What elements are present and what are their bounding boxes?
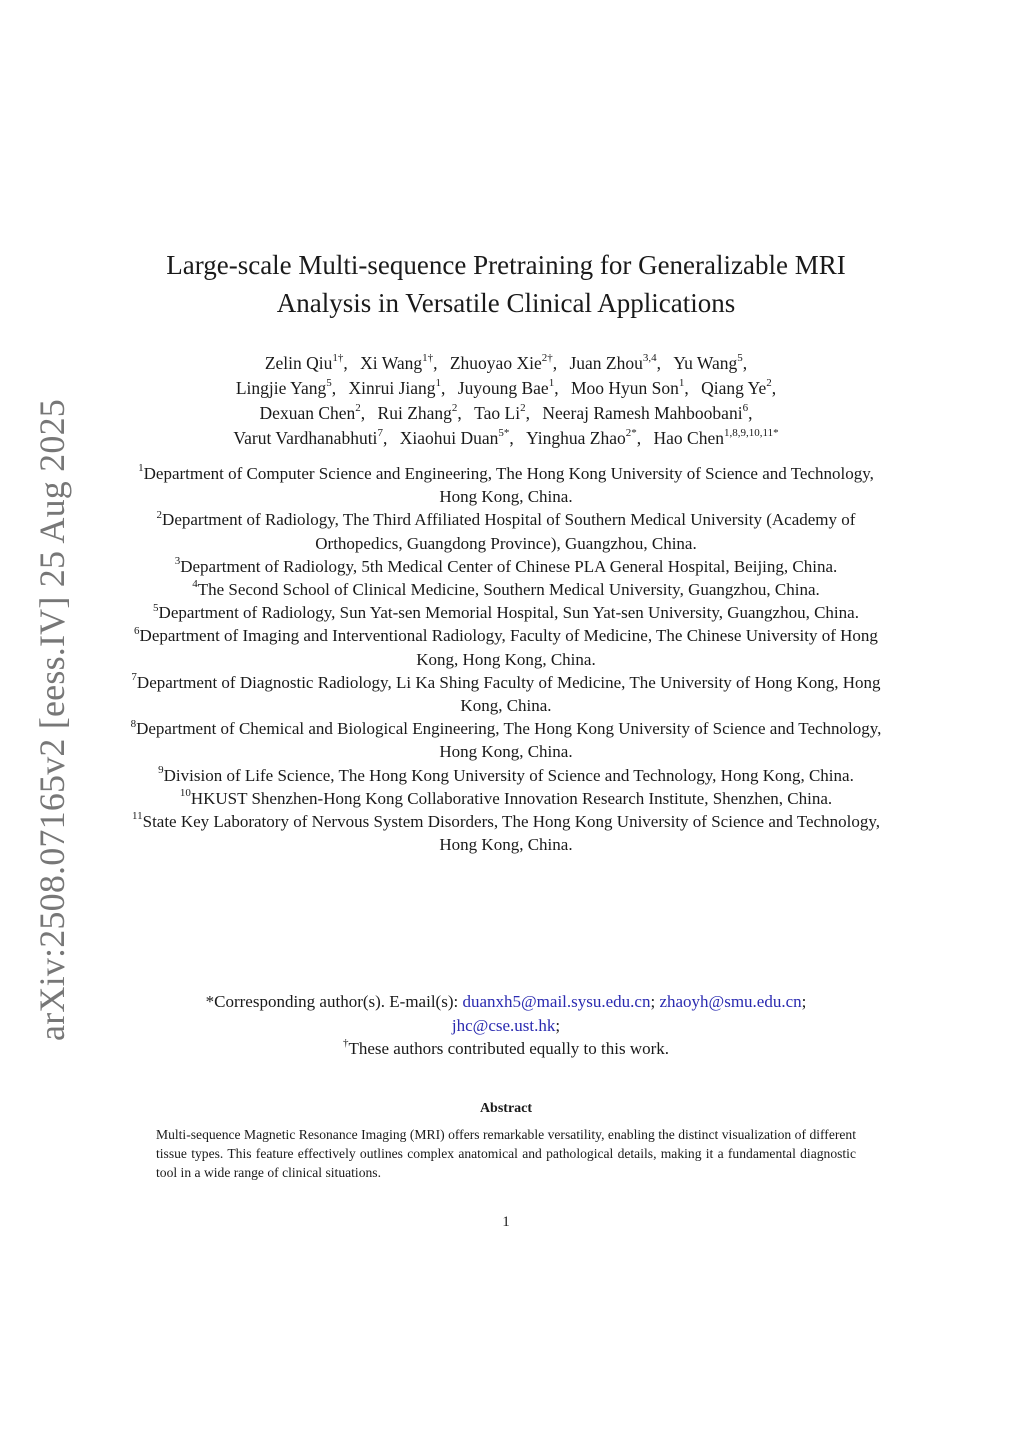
author: Zhuoyao Xie$^{2\dagger}$,: [449, 352, 558, 373]
affiliation: $^7$Department of Diagnostic Radiology, Li Ka Shing Faculty of Medicine, The University of Hong Kong, Hong Kong, China.: [131, 671, 881, 716]
corresponding-label: *Corresponding author(s). E-mail(s):: [205, 992, 463, 1011]
email-link-chen[interactable]: jhc@cse.ust.hk: [451, 1015, 556, 1035]
equal-contribution-note: †These authors contributed equally to this work.: [342, 1037, 670, 1058]
dagger-symbol: †: [342, 1037, 349, 1050]
affiliation: $^3$Department of Radiology, 5th Medical Center of Chinese PLA General Hospital, Beijing, China.: [174, 555, 838, 576]
author: Xinrui Jiang$^1$,: [348, 377, 446, 398]
author: Juan Zhou$^{3,4}$,: [569, 352, 661, 373]
author: Juyoung Bae$^1$,: [457, 377, 559, 398]
author: Moo Hyun Son$^1$,: [570, 377, 689, 398]
correspondence-block: [130, 990, 882, 1061]
affiliation: $^{11}$State Key Laboratory of Nervous System Disorders, The Hong Kong University of Science and Technology, Hong Kong, China.: [132, 810, 880, 855]
author-list: [130, 351, 882, 451]
affiliation: $^8$Department of Chemical and Biological Engineering, The Hong Kong University of Science and Technology, Hong Kong, China.: [130, 717, 882, 762]
corresponding-authors-line: *Corresponding author(s). E-mail(s): duanxh5@mail.sysu.edu.cn; zhaoyh@smu.edu.cn;: [205, 992, 807, 1011]
author: Dexuan Chen$^2$,: [259, 402, 366, 423]
author: Lingjie Yang$^5$,: [235, 377, 337, 398]
affiliation: $^1$Department of Computer Science and Engineering, The Hong Kong University of Science and Technology, Hong Kong, China.: [138, 462, 874, 507]
author: Varut Vardhanabhuti$^7$,: [233, 427, 388, 448]
paper-title: [130, 246, 882, 322]
author: Yu Wang$^5$,: [673, 352, 748, 373]
title-line-2: Analysis in Versatile Clinical Applications: [276, 288, 736, 318]
author: Tao Li$^2$,: [474, 402, 530, 423]
author: Xiaohui Duan$^{5*}$,: [399, 427, 514, 448]
affiliation: $^2$Department of Radiology, The Third Affiliated Hospital of Southern Medical University (Academy of Orthopedics, Guangdong Province), Guangzhou, China.: [156, 508, 856, 553]
corresponding-authors-line-2: jhc@cse.ust.hk;: [451, 1015, 561, 1035]
author: Neeraj Ramesh Mahboobani$^6$,: [542, 402, 753, 423]
title-line-1: Large-scale Multi-sequence Pretraining for Generalizable MRI: [166, 250, 846, 280]
abstract-text: Multi-sequence Magnetic Resonance Imaging (MRI) offers remarkable versatility, enabling the distinct visualization of different tissue types. This feature effectively outlines complex anatomical and pathological details, making it a fundamental diagnostic tool in a wide range of clinical situations.: [156, 1127, 856, 1180]
author: Hao Chen$^{1,8,9,10,11*}$: [653, 427, 779, 448]
page-number: 1: [502, 1214, 510, 1230]
affiliation: $^9$Division of Life Science, The Hong Kong University of Science and Technology, Hong Kong, China.: [158, 763, 854, 785]
author: Yinghua Zhao$^{2*}$,: [526, 427, 642, 448]
affiliation: $^{10}$HKUST Shenzhen-Hong Kong Collaborative Innovation Research Institute, Shenzhen, China.: [179, 787, 833, 808]
affiliation: $^6$Department of Imaging and Interventional Radiology, Faculty of Medicine, The Chinese University of Hong Kong, Hong Kong, China.: [134, 624, 878, 669]
affiliation: $^5$Department of Radiology, Sun Yat-sen Memorial Hospital, Sun Yat-sen University, Guangzhou, China.: [153, 601, 859, 623]
arxiv-identifier-stamp: arXiv:2508.07165v2 [eess.IV] 25 Aug 2025: [32, 399, 72, 1041]
affiliation: $^4$The Second School of Clinical Medicine, Southern Medical University, Guangzhou, China.: [192, 578, 820, 600]
email-link-duan[interactable]: duanxh5@mail.sysu.edu.cn: [462, 992, 651, 1011]
author: Qiang Ye$^2$,: [701, 377, 777, 398]
abstract-heading: Abstract: [479, 1101, 533, 1116]
affiliation-list: [130, 462, 882, 856]
author: Rui Zhang$^2$,: [377, 402, 462, 423]
author: Zelin Qiu$^{1\dagger}$,: [264, 352, 348, 373]
email-link-zhao[interactable]: zhaoyh@smu.edu.cn: [659, 992, 802, 1011]
author: Xi Wang$^{1\dagger}$,: [360, 352, 438, 373]
